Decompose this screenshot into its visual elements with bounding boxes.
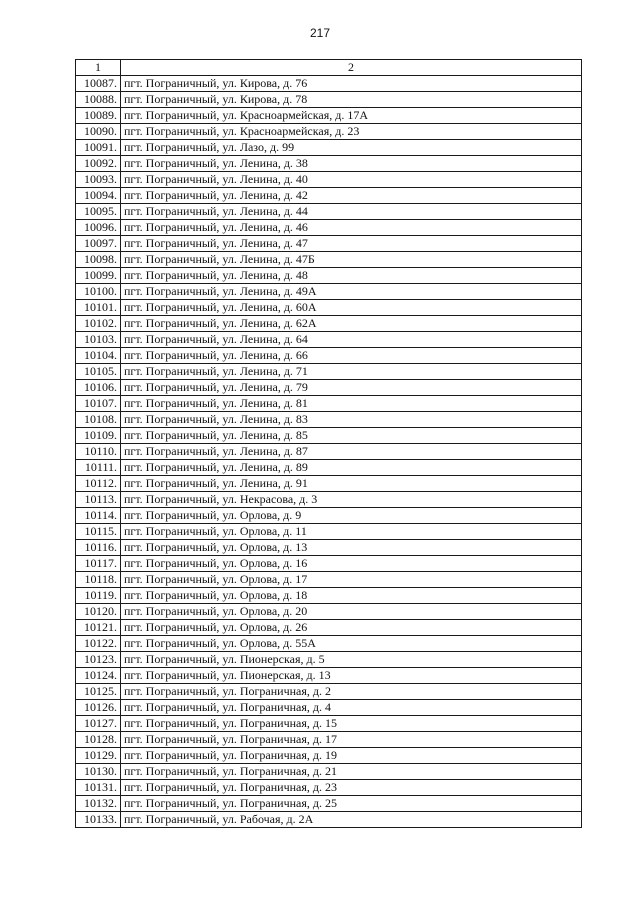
row-address: пгт. Пограничный, ул. Ленина, д. 60А	[121, 300, 582, 316]
row-number: 10087.	[76, 76, 121, 92]
row-address: пгт. Пограничный, ул. Лазо, д. 99	[121, 140, 582, 156]
row-number: 10121.	[76, 620, 121, 636]
row-number: 10120.	[76, 604, 121, 620]
row-address: пгт. Пограничный, ул. Пионерская, д. 5	[121, 652, 582, 668]
row-address: пгт. Пограничный, ул. Ленина, д. 47Б	[121, 252, 582, 268]
row-address: пгт. Пограничный, ул. Ленина, д. 81	[121, 396, 582, 412]
table-row	[76, 412, 582, 428]
table-header	[76, 60, 582, 76]
row-address: пгт. Пограничный, ул. Орлова, д. 9	[121, 508, 582, 524]
row-number: 10103.	[76, 332, 121, 348]
row-number: 10111.	[76, 460, 121, 476]
table-row	[76, 700, 582, 716]
row-number: 10130.	[76, 764, 121, 780]
header-row	[76, 60, 582, 76]
table-row	[76, 636, 582, 652]
table-row	[76, 476, 582, 492]
row-address: пгт. Пограничный, ул. Ленина, д. 38	[121, 156, 582, 172]
row-number: 10112.	[76, 476, 121, 492]
row-address: пгт. Пограничный, ул. Кирова, д. 76	[121, 76, 582, 92]
row-number: 10123.	[76, 652, 121, 668]
table-row	[76, 364, 582, 380]
row-number: 10124.	[76, 668, 121, 684]
table-row	[76, 268, 582, 284]
row-number: 10118.	[76, 572, 121, 588]
row-address: пгт. Пограничный, ул. Красноармейская, д. 17А	[121, 108, 582, 124]
row-address: пгт. Пограничный, ул. Ленина, д. 87	[121, 444, 582, 460]
row-address: пгт. Пограничный, ул. Ленина, д. 91	[121, 476, 582, 492]
row-address: пгт. Пограничный, ул. Пионерская, д. 13	[121, 668, 582, 684]
row-address: пгт. Пограничный, ул. Красноармейская, д. 23	[121, 124, 582, 140]
table-row	[76, 556, 582, 572]
row-number: 10089.	[76, 108, 121, 124]
row-address: пгт. Пограничный, ул. Орлова, д. 13	[121, 540, 582, 556]
row-number: 10116.	[76, 540, 121, 556]
row-number: 10122.	[76, 636, 121, 652]
row-number: 10105.	[76, 364, 121, 380]
row-address: пгт. Пограничный, ул. Ленина, д. 71	[121, 364, 582, 380]
row-address: пгт. Пограничный, ул. Орлова, д. 11	[121, 524, 582, 540]
row-number: 10125.	[76, 684, 121, 700]
row-number: 10127.	[76, 716, 121, 732]
row-address: пгт. Пограничный, ул. Рабочая, д. 2А	[121, 812, 582, 828]
row-number: 10095.	[76, 204, 121, 220]
row-number: 10131.	[76, 780, 121, 796]
table-row	[76, 92, 582, 108]
row-address: пгт. Пограничный, ул. Орлова, д. 16	[121, 556, 582, 572]
row-number: 10098.	[76, 252, 121, 268]
row-address: пгт. Пограничный, ул. Некрасова, д. 3	[121, 492, 582, 508]
column-header-number: 1	[76, 60, 121, 76]
table-row	[76, 492, 582, 508]
row-number: 10104.	[76, 348, 121, 364]
row-address: пгт. Пограничный, ул. Орлова, д. 20	[121, 604, 582, 620]
table-row	[76, 508, 582, 524]
table-row	[76, 540, 582, 556]
row-address: пгт. Пограничный, ул. Орлова, д. 55А	[121, 636, 582, 652]
table-row	[76, 812, 582, 828]
table-row	[76, 396, 582, 412]
table-row	[76, 188, 582, 204]
table-body	[76, 76, 582, 828]
address-table	[75, 59, 582, 828]
row-address: пгт. Пограничный, ул. Ленина, д. 49А	[121, 284, 582, 300]
table-row	[76, 572, 582, 588]
table-row	[76, 444, 582, 460]
table-row	[76, 780, 582, 796]
row-number: 10114.	[76, 508, 121, 524]
row-number: 10100.	[76, 284, 121, 300]
row-number: 10102.	[76, 316, 121, 332]
row-number: 10090.	[76, 124, 121, 140]
row-address: пгт. Пограничный, ул. Пограничная, д. 4	[121, 700, 582, 716]
table-row	[76, 588, 582, 604]
row-number: 10132.	[76, 796, 121, 812]
table-row	[76, 140, 582, 156]
row-address: пгт. Пограничный, ул. Ленина, д. 42	[121, 188, 582, 204]
row-number: 10091.	[76, 140, 121, 156]
table-row	[76, 284, 582, 300]
table-row	[76, 764, 582, 780]
table-row	[76, 684, 582, 700]
row-address: пгт. Пограничный, ул. Пограничная, д. 15	[121, 716, 582, 732]
row-address: пгт. Пограничный, ул. Ленина, д. 64	[121, 332, 582, 348]
row-number: 10093.	[76, 172, 121, 188]
row-address: пгт. Пограничный, ул. Ленина, д. 85	[121, 428, 582, 444]
row-address: пгт. Пограничный, ул. Пограничная, д. 25	[121, 796, 582, 812]
table-row	[76, 716, 582, 732]
row-number: 10109.	[76, 428, 121, 444]
row-address: пгт. Пограничный, ул. Орлова, д. 26	[121, 620, 582, 636]
table-row	[76, 620, 582, 636]
row-address: пгт. Пограничный, ул. Ленина, д. 48	[121, 268, 582, 284]
table-row	[76, 428, 582, 444]
table-row	[76, 380, 582, 396]
row-address: пгт. Пограничный, ул. Ленина, д. 89	[121, 460, 582, 476]
page-number: 217	[309, 26, 331, 40]
row-address: пгт. Пограничный, ул. Ленина, д. 47	[121, 236, 582, 252]
table-row	[76, 524, 582, 540]
row-number: 10092.	[76, 156, 121, 172]
row-number: 10094.	[76, 188, 121, 204]
row-address: пгт. Пограничный, ул. Пограничная, д. 21	[121, 764, 582, 780]
row-address: пгт. Пограничный, ул. Ленина, д. 44	[121, 204, 582, 220]
table-row	[76, 732, 582, 748]
row-address: пгт. Пограничный, ул. Пограничная, д. 17	[121, 732, 582, 748]
row-number: 10117.	[76, 556, 121, 572]
table-row	[76, 124, 582, 140]
row-number: 10097.	[76, 236, 121, 252]
row-number: 10129.	[76, 748, 121, 764]
table-row	[76, 252, 582, 268]
row-number: 10115.	[76, 524, 121, 540]
row-number: 10133.	[76, 812, 121, 828]
table-row	[76, 220, 582, 236]
table-row	[76, 796, 582, 812]
row-number: 10088.	[76, 92, 121, 108]
row-number: 10096.	[76, 220, 121, 236]
table-row	[76, 108, 582, 124]
table-row	[76, 236, 582, 252]
row-number: 10101.	[76, 300, 121, 316]
row-number: 10126.	[76, 700, 121, 716]
table-row	[76, 76, 582, 92]
table-row	[76, 300, 582, 316]
table-row	[76, 668, 582, 684]
row-address: пгт. Пограничный, ул. Кирова, д. 78	[121, 92, 582, 108]
row-number: 10108.	[76, 412, 121, 428]
row-address: пгт. Пограничный, ул. Ленина, д. 83	[121, 412, 582, 428]
row-number: 10099.	[76, 268, 121, 284]
row-address: пгт. Пограничный, ул. Пограничная, д. 23	[121, 780, 582, 796]
row-number: 10106.	[76, 380, 121, 396]
table-row	[76, 604, 582, 620]
row-address: пгт. Пограничный, ул. Ленина, д. 62А	[121, 316, 582, 332]
row-number: 10119.	[76, 588, 121, 604]
column-header-address: 2	[121, 60, 582, 76]
row-number: 10107.	[76, 396, 121, 412]
table-row	[76, 172, 582, 188]
table-row	[76, 332, 582, 348]
table-row	[76, 316, 582, 332]
row-address: пгт. Пограничный, ул. Орлова, д. 17	[121, 572, 582, 588]
row-address: пгт. Пограничный, ул. Ленина, д. 46	[121, 220, 582, 236]
row-address: пгт. Пограничный, ул. Ленина, д. 40	[121, 172, 582, 188]
row-address: пгт. Пограничный, ул. Ленина, д. 79	[121, 380, 582, 396]
table-row	[76, 652, 582, 668]
table-row	[76, 460, 582, 476]
row-address: пгт. Пограничный, ул. Пограничная, д. 2	[121, 684, 582, 700]
row-address: пгт. Пограничный, ул. Пограничная, д. 19	[121, 748, 582, 764]
row-address: пгт. Пограничный, ул. Орлова, д. 18	[121, 588, 582, 604]
row-number: 10113.	[76, 492, 121, 508]
table-row	[76, 748, 582, 764]
table-row	[76, 204, 582, 220]
table-row	[76, 156, 582, 172]
row-number: 10128.	[76, 732, 121, 748]
row-number: 10110.	[76, 444, 121, 460]
table-row	[76, 348, 582, 364]
row-address: пгт. Пограничный, ул. Ленина, д. 66	[121, 348, 582, 364]
